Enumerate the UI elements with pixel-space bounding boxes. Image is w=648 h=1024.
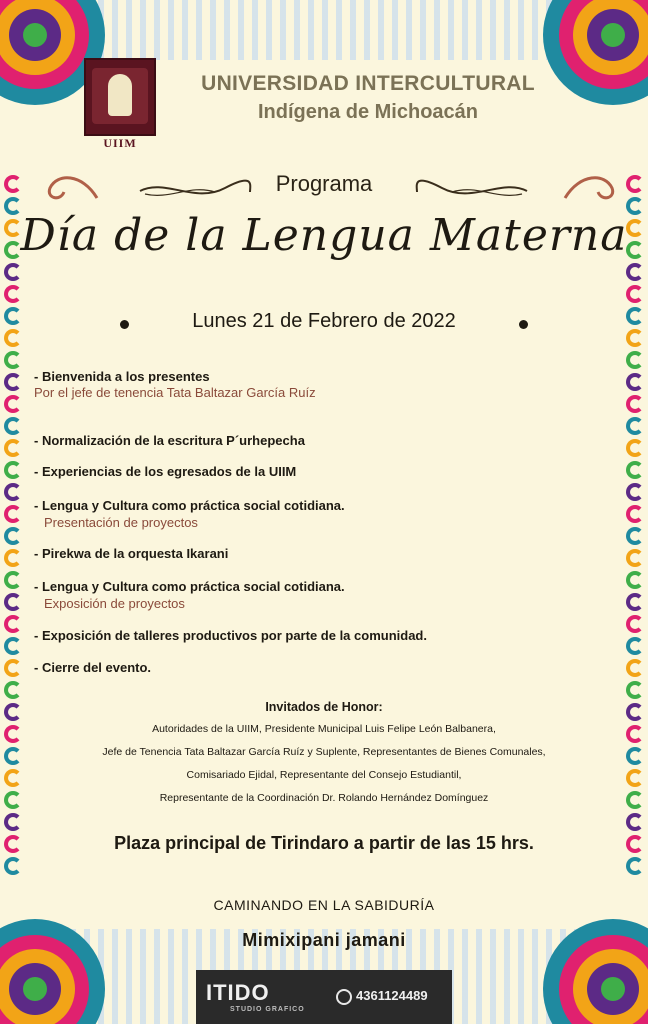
swirl-ornament-icon [4, 505, 22, 523]
swirl-ornament-icon [4, 813, 22, 831]
agenda-item: - Bienvenida a los presentes [34, 369, 210, 384]
agenda-item: - Normalización de la escritura P´urhepecha [34, 433, 305, 448]
guests-line: Representante de la Coordinación Dr. Rolando Hernández Domínguez [159, 792, 489, 804]
swirl-ornament-icon [4, 483, 22, 501]
swirl-ornament-icon [4, 549, 22, 567]
agenda-item: - Cierre del evento. [34, 660, 152, 675]
motto: CAMINANDO EN LA SABIDURÍA [213, 897, 435, 913]
swirl-ornament-icon [4, 615, 22, 633]
swirl-ornament-icon [626, 439, 644, 457]
event-location: Plaza principal de Tirindaro a partir de las 15 hrs. [114, 833, 534, 853]
swirl-ornament-icon [626, 615, 644, 633]
swirl-ornament-icon [626, 505, 644, 523]
swirl-ornament-icon [626, 681, 644, 699]
guests-line: Autoridades de la UIIM, Presidente Municipal Luis Felipe León Balbanera, [152, 723, 496, 735]
university-name-line1: UNIVERSIDAD INTERCULTURAL [201, 72, 535, 95]
swirl-ornament-icon [626, 483, 644, 501]
swirl-ornament-icon [626, 549, 644, 567]
swirl-ornament-icon [4, 285, 22, 303]
swirl-ornament-icon [4, 417, 22, 435]
university-name-line2: Indígena de Michoacán [257, 101, 479, 123]
logo-figure-icon [108, 74, 132, 116]
swirl-ornament-icon [4, 637, 22, 655]
studio-name: ITIDO [206, 980, 270, 1005]
event-date-row [0, 310, 648, 340]
swirl-ornament-icon [626, 417, 644, 435]
swirl-ornament-icon [626, 593, 644, 611]
program-label: Programa [275, 171, 373, 196]
swirl-ornament-icon [4, 461, 22, 479]
agenda-item-detail: Presentación de proyectos [44, 515, 198, 530]
bullet-dot-icon [519, 320, 528, 329]
guests-line: Comisariado Ejidal, Representante del Consejo Estudiantil, [186, 769, 462, 781]
swirl-ornament-icon [4, 681, 22, 699]
swirl-ornament-icon [626, 263, 644, 281]
swirl-ornament-icon [626, 813, 644, 831]
swirl-ornament-icon [4, 527, 22, 545]
swirl-ornament-icon [4, 857, 22, 875]
swirl-ornament-icon [4, 395, 22, 413]
swirl-ornament-icon [626, 857, 644, 875]
agenda-item: - Lengua y Cultura como práctica social cotidiana. [34, 579, 345, 594]
agenda-item-detail: Por el jefe de tenencia Tata Baltazar García Ruíz [34, 385, 316, 400]
agenda-item-detail: Exposición de proyectos [44, 596, 185, 611]
guests-line: Jefe de Tenencia Tata Baltazar García Ruíz y Suplente, Representantes de Bienes Comunales, [102, 746, 546, 758]
swirl-ornament-icon [626, 373, 644, 391]
swirl-ornament-icon [4, 373, 22, 391]
swirl-ornament-icon [626, 285, 644, 303]
whatsapp-icon [336, 989, 352, 1005]
studio-phone: 4361124489 [356, 988, 428, 1003]
swirl-ornament-icon [4, 571, 22, 589]
swirl-ornament-icon [4, 263, 22, 281]
swirl-ornament-icon [626, 571, 644, 589]
swirl-ornament-icon [626, 461, 644, 479]
swirl-ornament-icon [626, 659, 644, 677]
agenda-item: - Lengua y Cultura como práctica social cotidiana. [34, 498, 345, 513]
studio-footer [196, 970, 452, 1024]
swirl-ornament-icon [4, 439, 22, 457]
agenda-item: - Exposición de talleres productivos por parte de la comunidad. [34, 628, 427, 643]
logo-caption: UIIM [103, 136, 137, 150]
event-title: Día de la Lengua Materna [20, 210, 628, 261]
swirl-ornament-icon [626, 395, 644, 413]
motto-native: Mimixipani jamani [242, 930, 406, 950]
guests-heading: Invitados de Honor: [265, 700, 383, 714]
swirl-ornament-icon [4, 593, 22, 611]
swirl-ornament-icon [626, 527, 644, 545]
event-date: Lunes 21 de Febrero de 2022 [192, 310, 456, 332]
swirl-ornament-icon [626, 637, 644, 655]
swirl-ornament-icon [4, 659, 22, 677]
swirl-ornament-icon [626, 351, 644, 369]
agenda-item: - Experiencias de los egresados de la UIIM [34, 464, 297, 479]
agenda-item: - Pirekwa de la orquesta Ikarani [34, 546, 229, 561]
university-logo [84, 58, 156, 136]
studio-subtitle: STUDIO GRAFICO [230, 1006, 305, 1013]
swirl-ornament-icon [4, 351, 22, 369]
